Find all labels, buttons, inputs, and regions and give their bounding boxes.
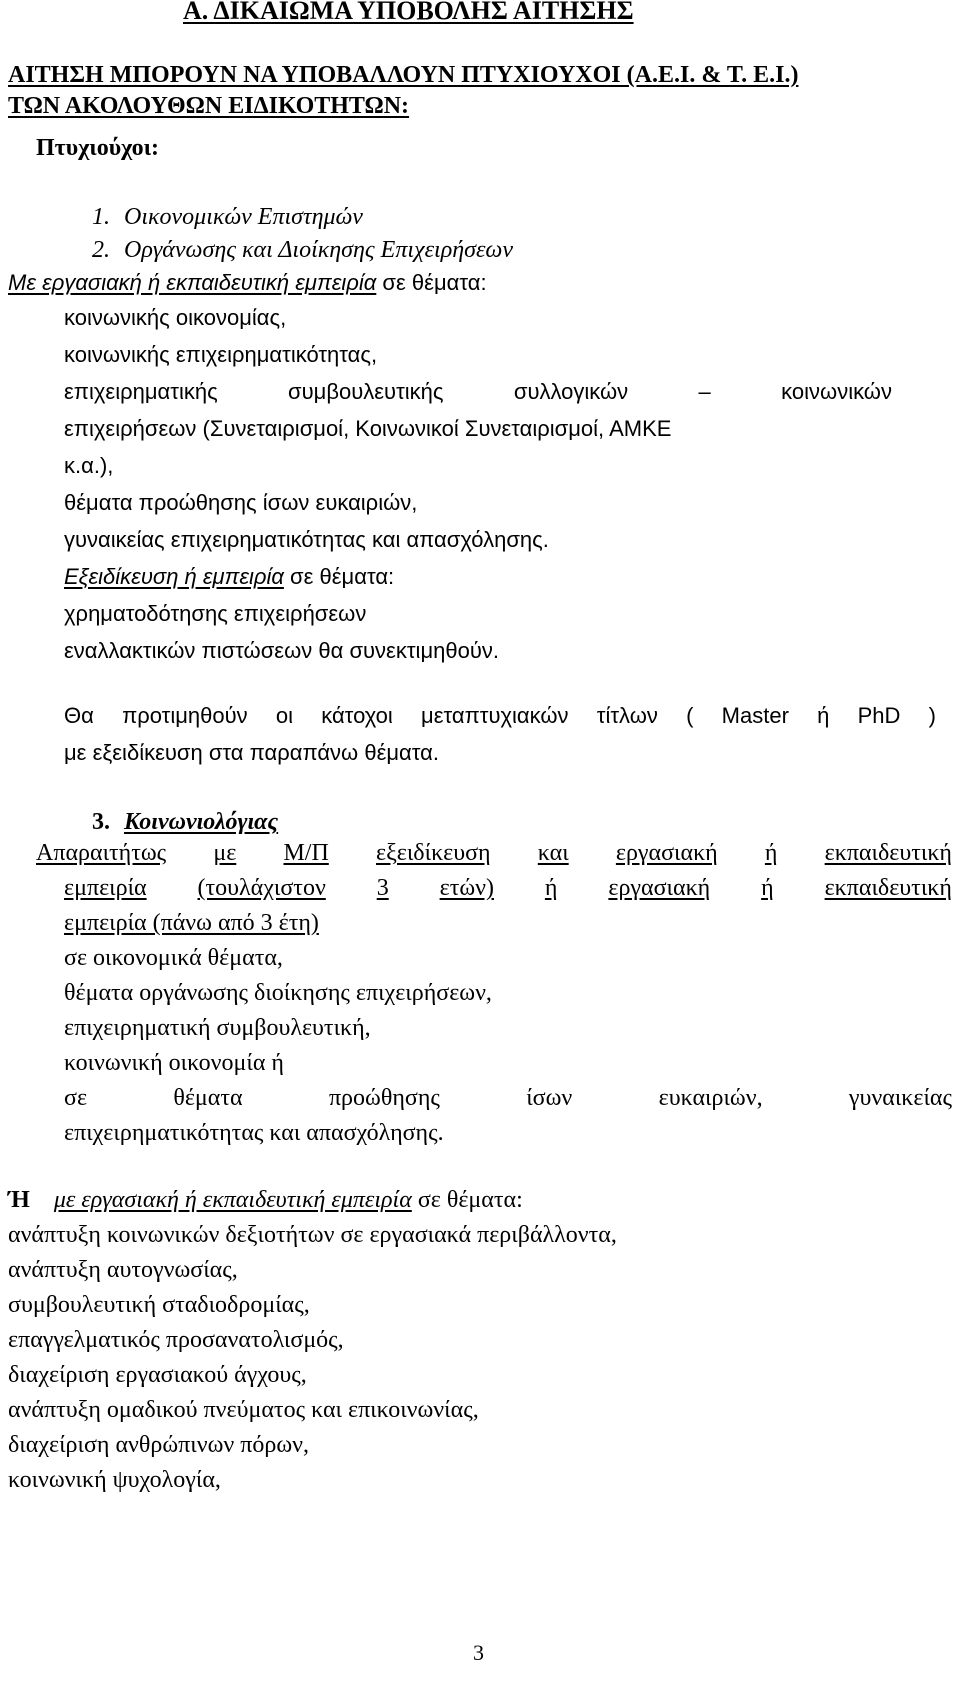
list-item: κοινωνική ψυχολογία, <box>8 1467 221 1493</box>
list-item: συμβουλευτική σταδιοδρομίας, <box>8 1292 310 1318</box>
specialty-name: Οργάνωσης και Διοίκησης Επιχειρήσεων <box>124 237 514 263</box>
or-label: Ή <box>8 1187 30 1213</box>
topic-item: θέματα προώθησης ίσων ευκαιριών, <box>64 490 418 515</box>
list-item: διαχείριση ανθρώπινων πόρων, <box>8 1432 309 1458</box>
alternative-intro-underlined: με εργασιακή ή εκπαιδευτική εμπειρία <box>53 1187 412 1213</box>
eligibility-heading-line1: ΑΙΤΗΣΗ ΜΠΟΡΟΥΝ ΝΑ ΥΠΟΒΑΛΛΟΥΝ ΠΤΥΧΙΟΥΧΟΙ (Α.Ε.Ι. & Τ. Ε.Ι.) <box>8 62 799 88</box>
preference-line-justified: Θα προτιμηθούν οι κάτοχοι μεταπτυχιακών τίτλων ( Master ή PhD ) <box>64 703 936 728</box>
topic-item: επιχειρηματική συμβουλευτική, <box>64 1015 371 1041</box>
page-number: 3 <box>473 1640 484 1665</box>
topic-item: εναλλακτικών πιστώσεων θα συνεκτιμηθούν. <box>64 638 499 663</box>
list-item: ανάπτυξη αυτογνωσίας, <box>8 1257 238 1283</box>
specialty-number: 1. <box>92 204 110 230</box>
preference-line-2: με εξειδίκευση στα παραπάνω θέματα. <box>64 740 439 765</box>
topic-item: κοινωνική οικονομία ή <box>64 1050 284 1076</box>
topic-item: κοινωνικής επιχειρηματικότητας, <box>64 342 378 367</box>
topic-item: χρηματοδότησης επιχειρήσεων <box>64 601 367 626</box>
topic-item: γυναικείας επιχειρηματικότητας και απασχόλησης. <box>64 527 549 552</box>
list-item: ανάπτυξη ομαδικού πνεύματος και επικοινωνίας, <box>8 1397 479 1423</box>
list-item: ανάπτυξη κοινωνικών δεξιοτήτων σε εργασιακά περιβάλλοντα, <box>8 1222 617 1248</box>
experience-intro-underlined: Με εργασιακή ή εκπαιδευτική εμπειρία <box>8 270 377 295</box>
topic-item-continued: κ.α.), <box>64 453 114 478</box>
experience-intro-rest: σε θέματα: <box>376 270 487 295</box>
list-item: διαχείριση εργασιακού άγχους, <box>8 1362 307 1388</box>
topic-item-continued: επιχειρήσεων (Συνεταιρισμοί, Κοινωνικοί Συνεταιρισμοί, ΑΜΚΕ <box>64 416 672 441</box>
experience-intro <box>8 268 960 298</box>
requirement-line-3: εμπειρία (πάνω από 3 έτη) <box>64 910 319 936</box>
specialty-item-3 <box>92 807 960 837</box>
specialty-name: Οικονομικών Επιστημών <box>124 204 363 230</box>
specialty-name: Κοινωνιολόγιας <box>124 809 279 835</box>
topic-item: σε οικονομικά θέματα, <box>64 945 283 971</box>
specialty-item-1 <box>92 202 960 232</box>
topic-item-justified: σε θέματα προώθησης ίσων ευκαιριών, γυναικείας <box>64 1085 952 1111</box>
topic-item: θέματα οργάνωσης διοίκησης επιχειρήσεων, <box>64 980 492 1006</box>
specialty-item-2 <box>92 235 960 265</box>
alternative-intro <box>8 1185 960 1215</box>
specialization-intro <box>64 562 960 592</box>
specialization-intro-rest: σε θέματα: <box>283 564 395 589</box>
topic-item: κοινωνικής οικονομίας, <box>64 305 287 330</box>
specialization-intro-underlined: Εξειδίκευση ή εμπειρία <box>64 564 284 589</box>
eligibility-heading-line2: ΤΩΝ ΑΚΟΛΟΥΘΩΝ ΕΙΔΙΚΟΤΗΤΩΝ: <box>8 93 410 119</box>
section-title: Α. ΔΙΚΑΙΩΜΑ ΥΠΟΒΟΛΗΣ ΑΙΤΗΣΗΣ <box>183 0 634 25</box>
specialty-number: 3. <box>92 809 110 835</box>
topic-item-continued: επιχειρηματικότητας και απασχόλησης. <box>64 1120 444 1146</box>
alternative-intro-rest: σε θέματα: <box>411 1187 523 1213</box>
list-item: επαγγελματικός προσανατολισμός, <box>8 1327 344 1353</box>
requirement-line-1: Απαραιτήτως με Μ/Π εξειδίκευση και εργασιακή ή εκπαιδευτική <box>36 840 952 866</box>
topic-item-justified: επιχειρηματικής συμβουλευτικής συλλογικών – κοινωνικών <box>64 379 892 404</box>
specialty-number: 2. <box>92 237 110 263</box>
graduates-label: Πτυχιούχοι: <box>36 135 159 161</box>
requirement-line-2: εμπειρία (τουλάχιστον 3 ετών) ή εργασιακή ή εκπαιδευτική <box>64 875 952 901</box>
